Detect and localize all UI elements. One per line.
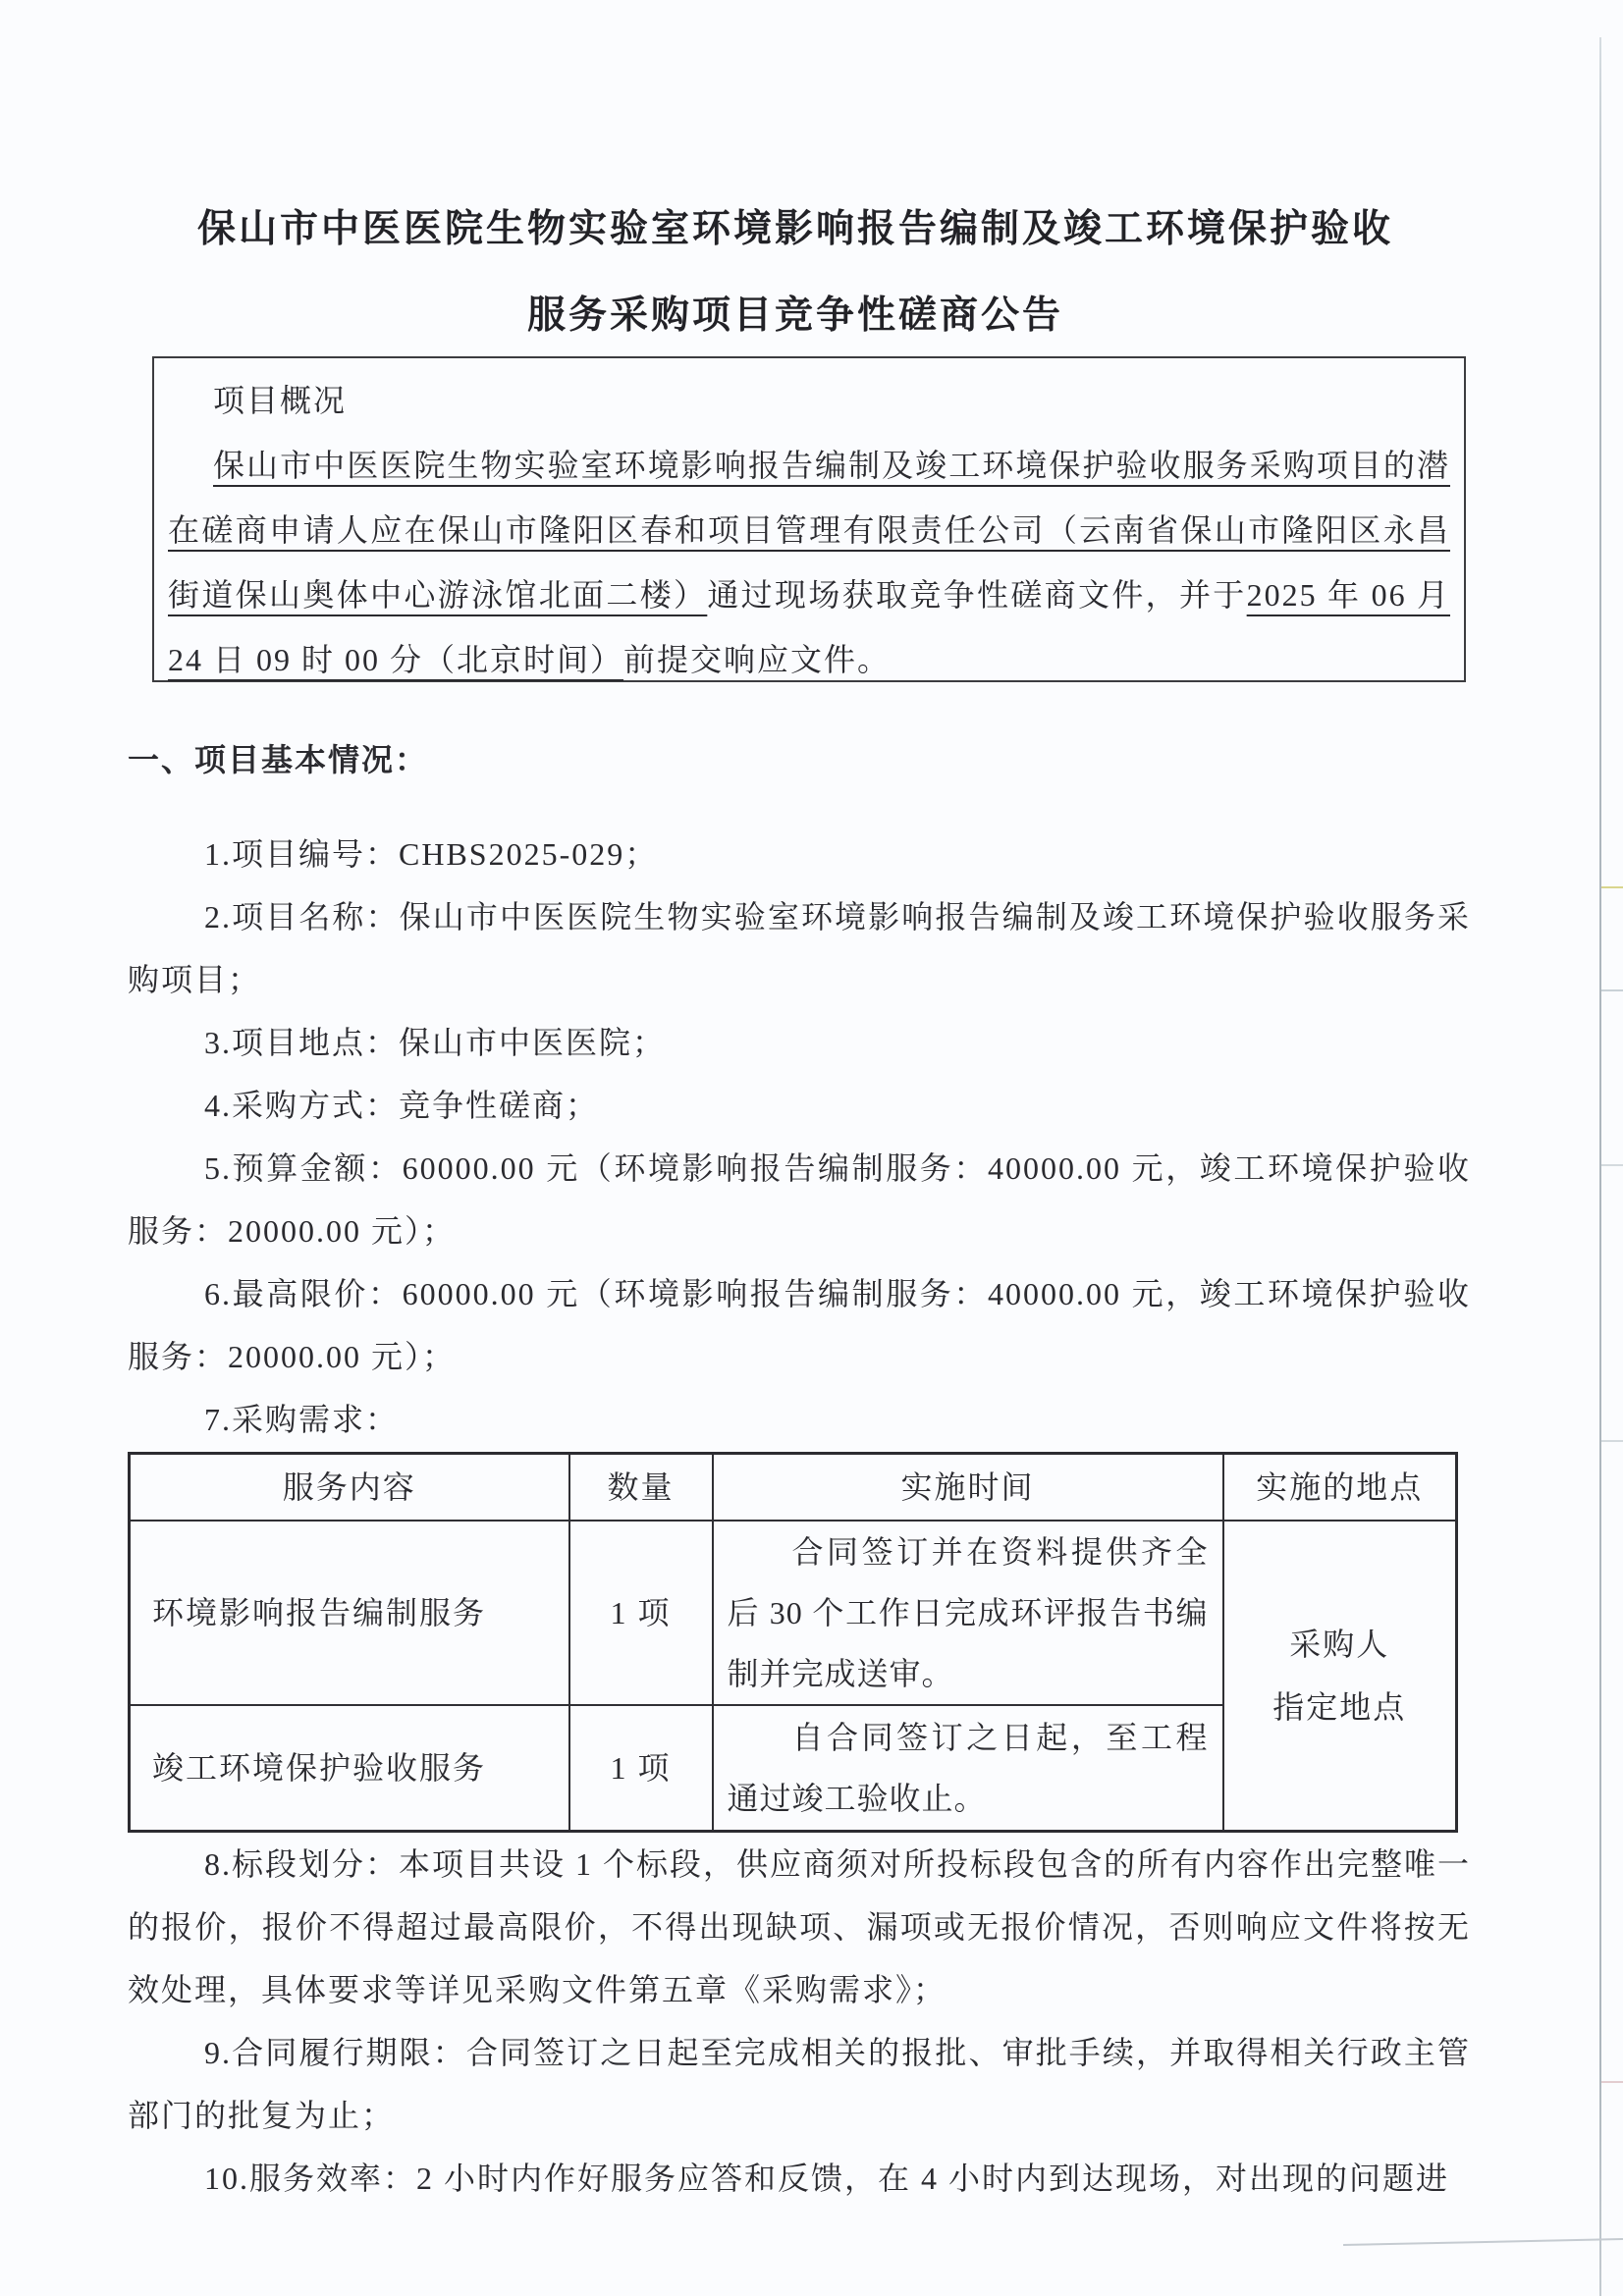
item-project-location: 3.项目地点：保山市中医医院； (204, 1025, 667, 1060)
cell-quantity-acceptance: 1 项 (569, 1705, 713, 1832)
cell-service-acceptance: 竣工环境保护验收服务 (130, 1705, 569, 1832)
document-title-line2: 服务采购项目竞争性磋商公告 (526, 294, 1063, 337)
cell-time-eia (713, 1521, 1223, 1705)
scan-ruled-tick (1601, 2081, 1623, 2083)
cell-time-eia-text: 合同签订并在资料提供齐全后 30 个工作日完成环评报告书编制并完成送审。 (727, 1534, 1209, 1691)
overview-plain-obtain-text: 通过现场获取竞争性磋商文件，并于 (707, 577, 1247, 613)
cell-location-merged (1223, 1521, 1457, 1832)
scan-ruled-tick (1601, 1440, 1623, 1442)
scan-page-edge-line (1599, 37, 1601, 2296)
header-service-content: 服务内容 (130, 1454, 569, 1522)
scan-bottom-edge-line (1343, 2238, 1623, 2246)
table-row-eia-report (130, 1521, 1457, 1705)
document-title-line1: 保山市中医医院生物实验室环境影响报告编制及竣工环境保护验收 (196, 208, 1393, 250)
overview-underlined-deadline: 2025 年 06 月 24 日 09 时 00 分（北京时间） (168, 577, 1450, 677)
item-project-name: 2.项目名称：保山市中医医院生物实验室环境影响报告编制及竣工环境保护验收服务采购项目； (128, 899, 1471, 997)
item-project-number: 1.项目编号：CHBS2025-029； (204, 836, 659, 872)
document-body (128, 697, 1471, 2210)
item-procurement-requirements: 7.采购需求： (204, 1402, 400, 1437)
location-line2: 指定地点 (1272, 1689, 1407, 1725)
overview-plain-submit-text: 前提交响应文件。 (623, 642, 892, 677)
item-budget-amount: 5.预算金额：60000.00 元（环境影响报告编制服务：40000.00 元，竣工环境保护验收服务：20000.00 元）； (128, 1150, 1471, 1249)
procurement-requirements-table (128, 1452, 1458, 1833)
scan-ruled-tick (1601, 886, 1623, 888)
location-line1: 采购人 (1289, 1627, 1390, 1662)
section-heading-basic-info: 一、项目基本情况： (128, 742, 429, 777)
overview-heading: 项目概况 (213, 383, 348, 418)
scan-ruled-tick (1601, 989, 1623, 991)
overview-underlined-applicant-info: 保山市中医医院生物实验室环境影响报告编制及竣工环境保护验收服务采购项目的潜在磋商申请人应在保山市隆阳区春和项目管理有限责任公司（云南省保山市隆阳区永昌街道保山奥体中心游泳馆北面二楼） (168, 448, 1450, 613)
overview-paragraph (168, 433, 1450, 692)
header-implementation-time: 实施时间 (713, 1454, 1223, 1522)
header-implementation-place: 实施的地点 (1223, 1454, 1457, 1522)
cell-time-acceptance-text: 自合同签订之日起，至工程通过竣工验收止。 (727, 1720, 1209, 1816)
scan-ruled-tick (1601, 1164, 1623, 1166)
item-bid-sections: 8.标段划分：本项目共设 1 个标段，供应商须对所投标段包含的所有内容作出完整唯一的报价，报价不得超过最高限价，不得出现缺项、漏项或无报价情况，否则响应文件将按无效处理，具体要求等详见采购文件第五章《采购需求》； (128, 1846, 1472, 2007)
header-quantity: 数量 (569, 1454, 713, 1522)
item-max-price: 6.最高限价：60000.00 元（环境影响报告编制服务：40000.00 元，竣工环境保护验收服务：20000.00 元）； (128, 1276, 1471, 1374)
cell-time-acceptance (713, 1705, 1223, 1832)
table-header-row (130, 1454, 1457, 1522)
cell-quantity-eia: 1 项 (569, 1521, 713, 1705)
project-overview-box (152, 356, 1466, 682)
item-contract-period: 9.合同履行期限：合同签订之日起至完成相关的报批、审批手续，并取得相关行政主管部门的批复为止； (128, 2035, 1471, 2133)
item-procurement-method: 4.采购方式：竞争性磋商； (204, 1088, 600, 1123)
item-service-efficiency: 10.服务效率：2 小时内作好服务应答和反馈，在 4 小时内到达现场，对出现的问题进 (204, 2161, 1450, 2196)
cell-service-eia: 环境影响报告编制服务 (130, 1521, 569, 1705)
